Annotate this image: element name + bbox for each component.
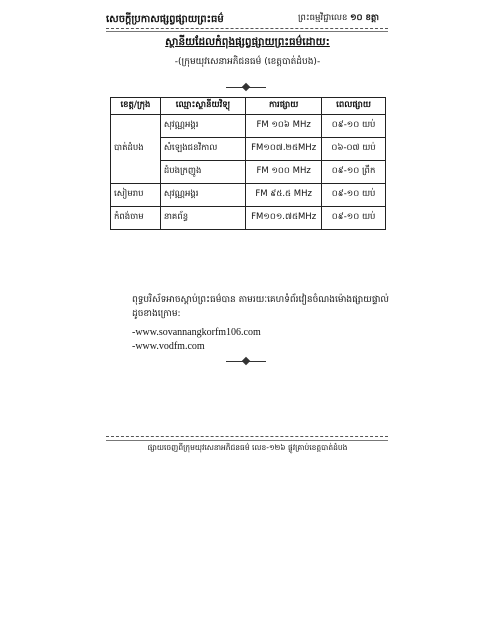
page-title: ស្ថានីយដែលកំពុងផ្សព្វផ្សាយព្រះធម៌ដោយ: [165,36,330,48]
ornament-divider [226,358,266,364]
ornament-divider [226,84,266,90]
column-header-time: ពេលផ្សាយ [322,98,386,115]
column-header-station: ឈ្មោះស្ថានីយវិទ្យុ [160,98,245,115]
station-name-cell: ដំបងក្រញូង [160,161,245,184]
time-cell: ០៦-០៧ យប់ [322,138,386,161]
footer-divider [106,436,388,437]
time-cell: ០៩-១០ យប់ [322,115,386,138]
table-row [111,115,386,138]
frequency-cell: FM ១០០ MHz [246,161,322,184]
header-divider-solid [106,31,388,32]
footer-divider-solid [106,440,388,441]
frequency-cell: FM១០៧.២៥MHz [246,138,322,161]
time-cell: ០៩-១០ យប់ [322,184,386,207]
header-reference-number: ១០ ខត្តា [350,13,379,23]
website-links [132,326,261,354]
station-name-cell: សុវណ្ណអង្គរ [160,184,245,207]
ornament-diamond-icon [242,357,250,365]
province-cell: សៀមរាប [111,184,161,207]
table-row [111,207,386,230]
footer-text: ផ្សាយចេញពីក្រុមយុវសេនាអភិជនធម៌ លេខ-១២៦ ផ្លូវគ្រាប់ខេត្តបាត់ដំបង [147,443,348,452]
frequency-cell: FM ៩៥.៥ MHz [246,184,322,207]
website-link-sovannangkor[interactable]: -www.sovannangkorfm106.com [132,327,261,338]
column-header-frequency: ការផ្សាយ [246,98,322,115]
province-cell: បាត់ដំបង [111,115,161,184]
header-reference [298,13,379,25]
stations-table [110,97,386,230]
frequency-cell: FM១០១.៧៥MHz [246,207,322,230]
column-header-province: ខេត្ត/ក្រុង [111,98,161,115]
time-cell: ០៩-១០ យប់ [322,207,386,230]
province-cell: កំពង់ចាម [111,207,161,230]
station-name-cell: នាគព័ន្ធ [160,207,245,230]
header-reference-label: ព្រះធម្មវិជ្ជាលេខ [297,13,348,23]
ornament-diamond-icon [242,83,250,91]
station-name-cell: សុវណ្ណអង្គរ [160,115,245,138]
time-cell: ០៩-១០ ព្រឹក [322,161,386,184]
table-row [111,184,386,207]
header-title: សេចក្តីប្រកាសផ្សព្វផ្សាយព្រះធម៌ [106,14,224,25]
frequency-cell: FM ១០៦ MHz [246,115,322,138]
page-subtitle: -(ក្រុមយុវសេនាអភិជនធម៌ (ខេត្តបាត់ដំបង)- [174,57,321,67]
header-divider [106,28,388,29]
table-header-row [111,98,386,115]
listening-note: ពុទ្ធបរិស័ទអាចស្តាប់ព្រះធម៌បាន តាមរយៈគេហទំព័រវៀនចំណងម៉ោងផ្សាយផ្ទាល់ដូចខាងក្រោម: [132,295,389,319]
website-link-vodfm[interactable]: -www.vodfm.com [132,341,205,352]
station-name-cell: សំឡេងជនវិកាល [160,138,245,161]
